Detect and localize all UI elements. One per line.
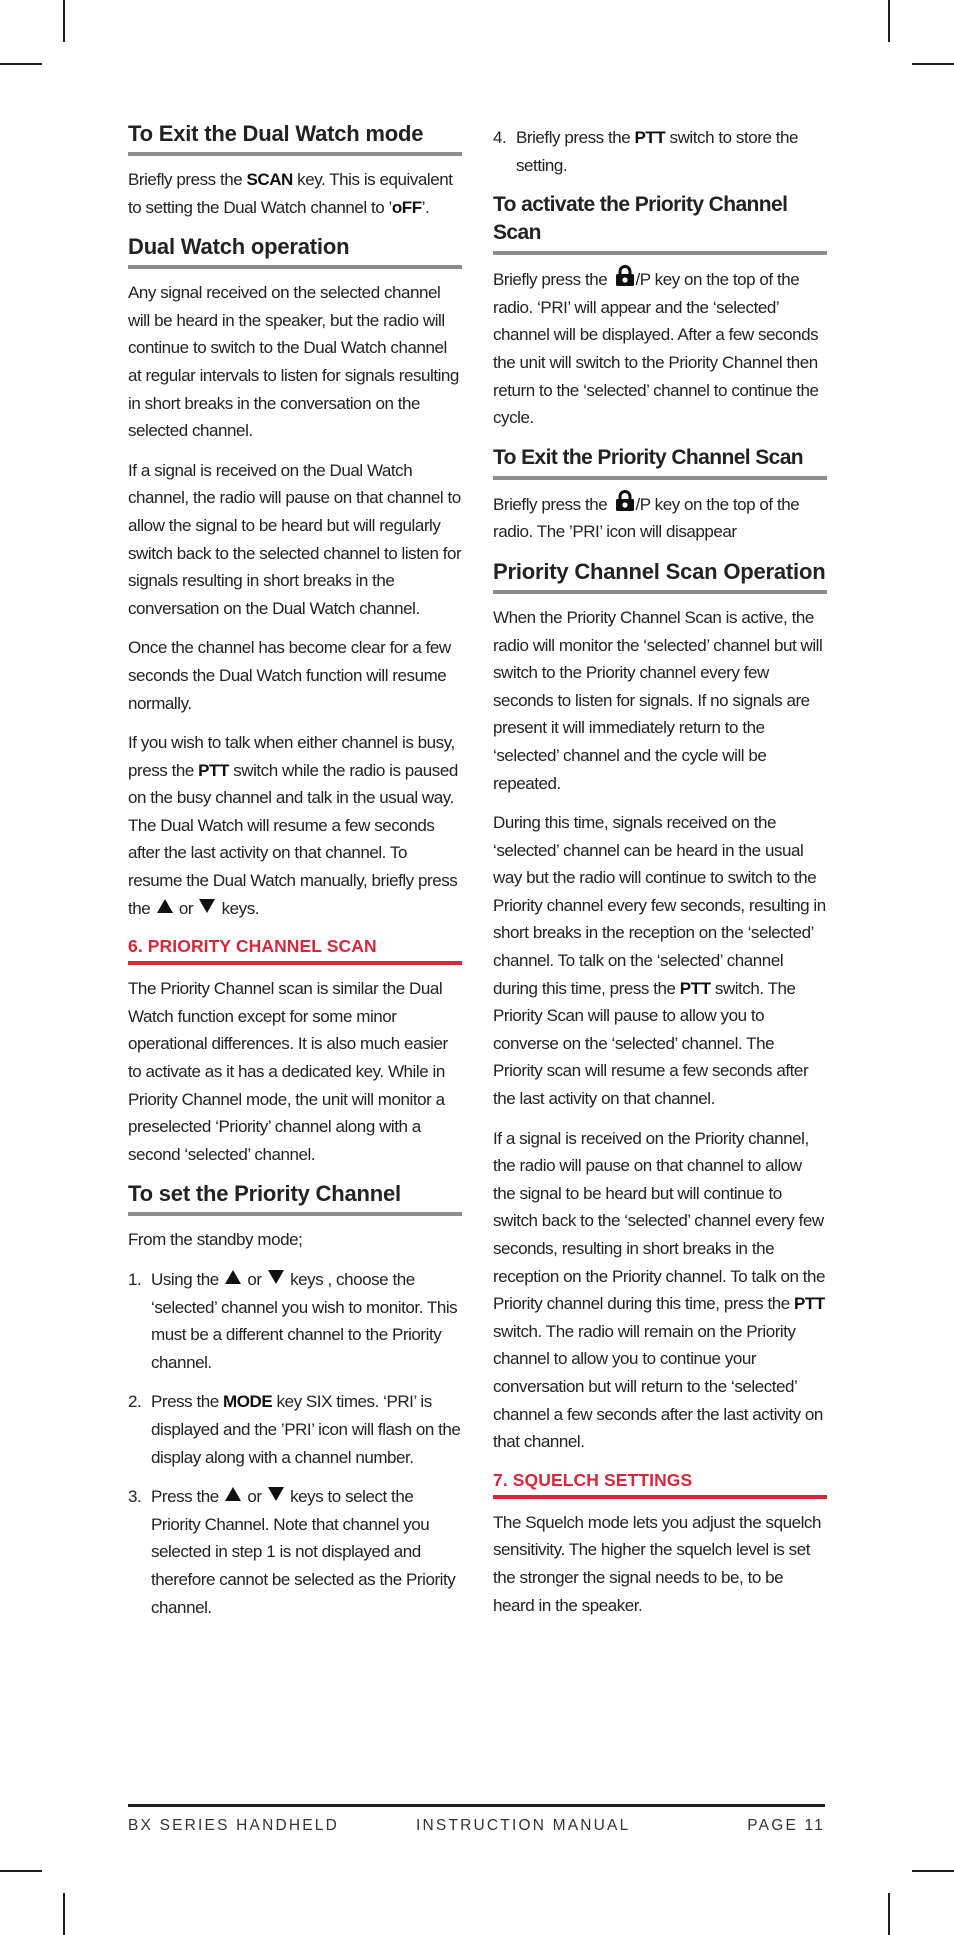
text: keys to select the Priority Channel. Note that channel you selected in step 1 is not displayed and therefore cannot be selected as the Priority channel. [151,1487,456,1617]
down-triangle-icon [268,1487,284,1501]
section-heading: To activate the Priority Channel Scan [493,191,827,255]
footer-document: INSTRUCTION MANUAL [416,1817,631,1834]
text: or [243,1487,266,1507]
crop-mark [888,0,890,42]
list-item [128,1388,462,1471]
squelch-settings-section [493,1468,827,1619]
paragraph [493,1125,827,1456]
text: key. This is equivalent to setting the Dual Watch channel to ’ [128,170,453,217]
up-triangle-icon [157,899,173,913]
steps-list [128,1266,462,1621]
steps-list [493,124,827,179]
key-name: MODE [223,1392,273,1412]
crop-mark [0,1870,42,1872]
text: keys , choose the ‘selected’ channel you wish to monitor. This must be a different channel to the Priority channel. [151,1270,458,1372]
text: Briefly press the [493,270,612,290]
paragraph: Once the channel has become clear for a few seconds the Dual Watch function will resume normally. [128,638,451,713]
lock-icon [615,265,635,287]
section-heading: To Exit the Priority Channel Scan [493,444,827,480]
text: Press the [151,1392,224,1412]
paragraph [128,729,462,922]
paragraph [493,809,827,1113]
step-number: 2. [128,1392,142,1412]
text: During this time, signals received on the ‘selected’ channel can be heard in the usual way but the radio will continue to switch to the Priority channel every few seconds, resulting in short breaks in the reception on the ‘selected’ channel. To talk on the ‘selected’ channel during this time, press the [493,813,826,998]
list-item [128,1266,462,1376]
section-heading: To set the Priority Channel [128,1180,462,1216]
paragraph: The Squelch mode lets you adjust the squelch sensitivity. The higher the squelch level is set the stronger the signal needs to be, to be heard in the speaker. [493,1512,821,1615]
down-triangle-icon [268,1270,284,1284]
step-text [151,1388,462,1471]
text: If a signal is received on the Priority channel, the radio will pause on that channel to allow the signal to be heard but will continue to switch back to the ‘selected’ channel every few seconds, resulting in short breaks in the reception on the Priority channel. To talk on the Priority channel during this time, press the [493,1128,826,1314]
lock-icon [615,490,635,512]
text: Briefly press the [493,494,612,514]
priority-channel-scan-section [128,934,462,1168]
exit-priority-scan-section [493,444,827,546]
step-number: 4. [493,128,507,147]
crop-mark [0,63,42,65]
text: keys. [217,898,260,918]
up-triangle-icon [225,1270,241,1284]
text: or [174,898,198,918]
crop-mark [63,1893,65,1935]
text: Press the [151,1487,224,1507]
exit-dual-watch-section [128,120,462,221]
key-name: PTT [198,760,229,780]
text: or [243,1270,266,1289]
paragraph: If a signal is received on the Dual Watch channel, the radio will pause on that channel to allow the signal to be heard but will regularly switch back to the selected channel to listen for signals resulting in short breaks in the conversation on the Dual Watch channel. [128,460,462,618]
crop-mark [63,0,65,42]
text: switch. The Priority Scan will pause to allow you to converse on the ‘selected’ channel. The Priority scan will resume a few seconds after the last activity on that channel. [493,978,809,1109]
text: key SIX times. ‘PRI’ is displayed and the ’PRI’ icon will flash on the display along with a channel number. [151,1392,461,1467]
section-heading: Dual Watch operation [128,233,462,269]
left-column [128,120,462,1633]
dual-watch-operation-section [128,233,462,922]
paragraph: When the Priority Channel Scan is active, the radio will monitor the ‘selected’ channel but will switch to the Priority channel every few seconds to listen for signals. If no signals are present it will immediately return to the ‘selected’ channel and the cycle will be repeated. [493,607,823,793]
text: If you wish to talk when either channel is busy, press the [128,733,455,780]
crop-mark [912,1870,954,1872]
step-number: 1. [128,1270,142,1289]
crop-mark [912,63,954,65]
list-item [128,1483,462,1621]
section-heading-red: 7. SQUELCH SETTINGS [493,1468,827,1499]
key-name: PTT [634,128,666,147]
text: /P key on the top of the radio. ‘PRI’ will appear and the ‘selected’ channel will be displayed. After a few seconds the unit will switch to the Priority Channel then return to the ‘selected’ channel to continue the cycle. [493,270,819,428]
right-column [493,124,827,1631]
page-footer [128,1804,825,1834]
text: Briefly press the [128,170,247,189]
section-heading-red: 6. PRIORITY CHANNEL SCAN [128,934,462,965]
down-triangle-icon [199,899,215,913]
step-text [516,124,827,179]
paragraph [128,166,462,221]
step-text [151,1266,462,1376]
set-priority-channel-section [128,1180,462,1621]
up-triangle-icon [225,1487,241,1501]
list-item [493,124,827,179]
key-name: PTT [679,978,711,998]
key-name: SCAN [246,170,293,189]
activate-priority-scan-section [493,191,827,432]
key-name: oFF [391,197,422,217]
text: Using the [151,1270,224,1289]
text: /P key on the top of the radio. The ’PRI’ icon will disappear [493,494,800,542]
step-number: 3. [128,1487,142,1507]
text: ’. [421,197,430,217]
paragraph: From the standby mode; [128,1230,303,1250]
text: Briefly press the [516,128,635,147]
step-text [151,1483,462,1621]
crop-mark [888,1893,890,1935]
section-heading: To Exit the Dual Watch mode [128,120,462,156]
footer-page-number: PAGE 11 [747,1817,825,1834]
footer-product: BX SERIES HANDHELD [128,1817,340,1834]
priority-scan-operation-section [493,558,827,1456]
paragraph [493,490,827,546]
key-name: PTT [794,1294,825,1314]
text: switch to store the setting. [516,128,799,175]
text: switch while the radio is paused on the busy channel and talk in the usual way. The Dual Watch will resume a few seconds after the last activity on that channel. To resume the Dual Watch manually, briefly press the [128,760,458,918]
paragraph: Any signal received on the selected channel will be heard in the speaker, but the radio will continue to switch to the Dual Watch channel at regular intervals to listen for signals resulting in short breaks in the conversation on the selected channel. [128,283,459,441]
text: switch. The radio will remain on the Priority channel to allow you to continue your conversation but will return to the ‘selected’ channel a few seconds after the last activity on that channel. [493,1321,823,1452]
paragraph [493,265,827,432]
paragraph: The Priority Channel scan is similar the Dual Watch function except for some minor operational differences. It is also much easier to activate as it has a dedicated key. While in Priority Channel mode, the unit will monitor a preselected ‘Priority’ channel along with a second ‘selected’ channel. [128,979,448,1164]
section-heading: Priority Channel Scan Operation [493,558,827,594]
